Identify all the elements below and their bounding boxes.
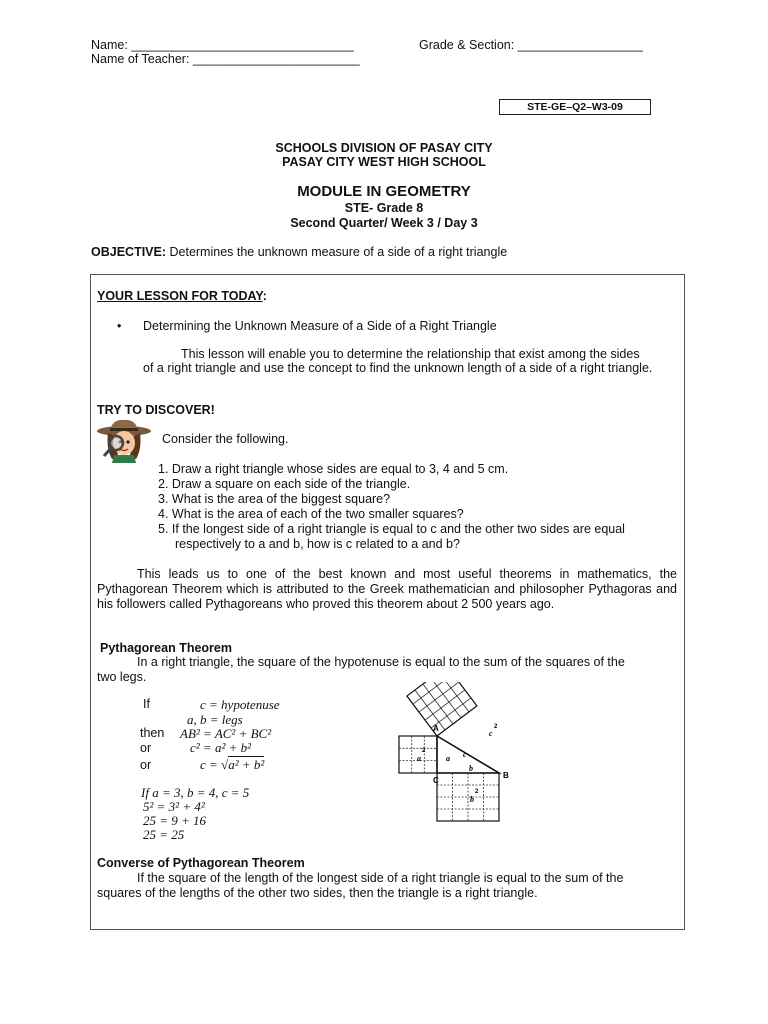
- example-line-2: 5² = 3² + 4²: [143, 799, 205, 814]
- module-code-box: STE-GE–Q2–W3-09: [499, 99, 651, 115]
- teacher-field-label: Name of Teacher: ________________________: [91, 52, 360, 66]
- converse-line2: squares of the lengths of the other two sides, then the triangle is a right triangle.: [97, 886, 538, 900]
- bullet-icon: •: [117, 319, 122, 333]
- square-label-b: b: [470, 795, 474, 804]
- side-label-b: b: [469, 764, 473, 773]
- vertex-label-b: B: [503, 771, 509, 780]
- objective-line: [91, 245, 507, 259]
- or-label-1: or: [140, 741, 152, 755]
- name-field-label: Name: ________________________________: [91, 38, 354, 52]
- lesson-intro-rest: of a right triangle and use the concept to find the unknown length of a side of a right triangle.: [143, 361, 653, 375]
- grade-section-field-label: Grade & Section: __________________: [419, 38, 643, 52]
- step-4: 4. What is the area of each of the two smaller squares?: [158, 507, 464, 521]
- module-title: MODULE IN GEOMETRY: [297, 183, 471, 200]
- vertex-label-a: A: [433, 724, 439, 733]
- lesson-intro-line1: This lesson will enable you to determine the relationship that exist among the sides: [181, 347, 640, 361]
- school-title: PASAY CITY WEST HIGH SCHOOL: [282, 155, 486, 169]
- converse-line1: If the square of the length of the longest side of a right triangle is equal to the sum of the: [137, 871, 624, 885]
- if-label: If: [143, 697, 150, 711]
- pythagorean-squares-figure: [390, 682, 560, 827]
- lesson-heading-text: YOUR LESSON FOR TODAY: [97, 289, 263, 303]
- theorem-statement-line1: In a right triangle, the square of the hypotenuse is equal to the sum of the squares of the: [137, 655, 625, 669]
- lesson-heading: [97, 289, 267, 303]
- theorem-history: This leads us to one of the best known and most useful theorems in mathematics, the Pythagorean Theorem which is attributed to the Greek mathematician and philosopher Pythagoras and his followers called Pythagoreans who proved this theorem about 2 500 years ago.: [97, 567, 677, 611]
- or-formula-1: c² = a² + b²: [190, 740, 252, 755]
- or-formula-2: [200, 757, 264, 773]
- then-formula: AB² = AC² + BC²: [180, 726, 272, 741]
- vertex-label-c: C: [433, 776, 439, 785]
- objective-text: Determines the unknown measure of a side of a right triangle: [166, 245, 508, 259]
- example-line-3: 25 = 9 + 16: [143, 813, 207, 828]
- side-label-c: c: [463, 750, 467, 759]
- step-5: 5. If the longest side of a right triangle is equal to c and the other two sides are equal: [158, 522, 625, 536]
- or-formula-2-prefix: c =: [200, 757, 222, 772]
- step-1: 1. Draw a right triangle whose sides are equal to 3, 4 and 5 cm.: [158, 462, 509, 476]
- legs-def: a, b = legs: [187, 712, 243, 727]
- example-line-4: 25 = 25: [143, 827, 185, 842]
- grade-subtitle: STE- Grade 8: [344, 201, 424, 215]
- square-sup-a: 2: [422, 748, 426, 754]
- theorem-statement-line2: two legs.: [97, 670, 147, 684]
- quarter-subtitle: Second Quarter/ Week 3 / Day 3: [290, 216, 478, 230]
- sqrt-icon: √: [221, 757, 229, 772]
- discover-heading: TRY TO DISCOVER!: [97, 403, 215, 417]
- step-5-cont: respectively to a and b, how is c related to a and b?: [175, 537, 460, 551]
- step-2: 2. Draw a square on each side of the triangle.: [158, 477, 411, 491]
- hypotenuse-def: c = hypotenuse: [200, 697, 280, 712]
- detective-with-magnifier-icon: [96, 419, 152, 463]
- side-label-a: a: [446, 754, 450, 763]
- square-sup-b: 2: [475, 789, 479, 795]
- theorem-heading: Pythagorean Theorem: [100, 641, 232, 655]
- consider-text: Consider the following.: [162, 432, 289, 446]
- step-3: 3. What is the area of the biggest square?: [158, 492, 391, 506]
- or-formula-2-radicand: a² + b²: [228, 757, 265, 772]
- division-title: SCHOOLS DIVISION OF PASAY CITY: [275, 141, 493, 155]
- lesson-heading-colon: :: [262, 289, 267, 303]
- objective-label: OBJECTIVE:: [91, 245, 167, 259]
- example-line-1: If a = 3, b = 4, c = 5: [141, 785, 250, 800]
- then-label: then: [140, 726, 165, 740]
- or-label-2: or: [140, 758, 152, 772]
- lesson-topic: Determining the Unknown Measure of a Side of a Right Triangle: [143, 319, 497, 333]
- converse-heading: Converse of Pythagorean Theorem: [97, 856, 305, 870]
- square-sup-c: 2: [494, 724, 498, 730]
- square-label-a: a: [417, 754, 421, 763]
- square-label-c: c: [489, 729, 493, 738]
